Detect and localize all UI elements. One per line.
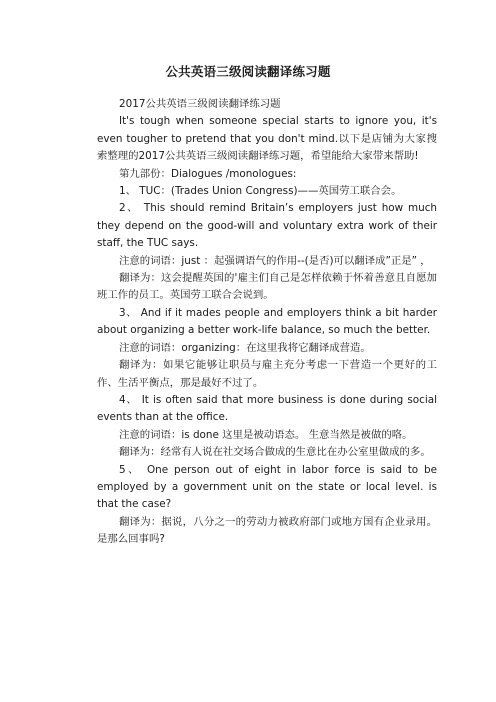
paragraph-item-1: 1、 TUC：(Trades Union Congress)——英国劳工联合会。 [119,185,402,198]
paragraph-translation-4: 翻译为：经常有人说在社交场合做成的生意比在办公室里做成的多。 [119,446,431,459]
paragraph-item-5: 5、 One person out of eight in labor force is said to be employed by a government unit on the state or local level. is that the case? [97,463,437,511]
paragraph-translation-2: 翻译为：这会提醒英国的'雇主们自己是怎样依赖于怀着善意且自愿加班工作的员工。英国劳工联合会说到。 [97,272,437,302]
document-title: 公共英语三级阅读翻译练习题 [165,64,331,79]
paragraph-intro: It's tough when someone special starts to ignore you, it's even tougher to pretend that you don't mind.以下是店铺为大家搜索整理的2017公共英语三级阅读翻译练习题，希望能给大家带来帮助! [97,115,437,163]
paragraph-note-3: 注意的词语：organizing：在这里我将它翻译成营造。 [119,341,371,354]
paragraph-item-3: 3、 And if it mades people and employers think a bit harder about organizing a better work-life balance, so much the better. [97,306,437,337]
paragraph-item-4: 4、 It is often said that more business is done during social events than at the office. [97,393,437,424]
paragraph-note-2: 注意的词语：just ：起强调语气的作用--(是否)可以翻译成”正是” ， [119,254,431,267]
document-body [97,96,437,549]
paragraph-subtitle: 2017公共英语三级阅读翻译练习题 [119,98,281,110]
paragraph-note-4: 注意的词语：is done 这里是被动语态。 生意当然是被做的咯。 [119,428,413,441]
paragraph-item-2: 2、 This should remind Britain’s employers just how much they depend on the good-will and voluntary extra work of their staff, the TUC says. [97,202,437,250]
paragraph-section-heading: 第九部份：Dialogues /monologues: [119,167,297,180]
paragraph-translation-3: 翻译为：如果它能够让职员与雇主充分考虑一下营造一个更好的工作、生活平衡点，那是最好不过了。 [97,359,437,389]
paragraph-translation-5: 翻译为：据说，八分之一的劳动力被政府部门或地方国有企业录用。 是那么回事吗? [97,515,437,546]
